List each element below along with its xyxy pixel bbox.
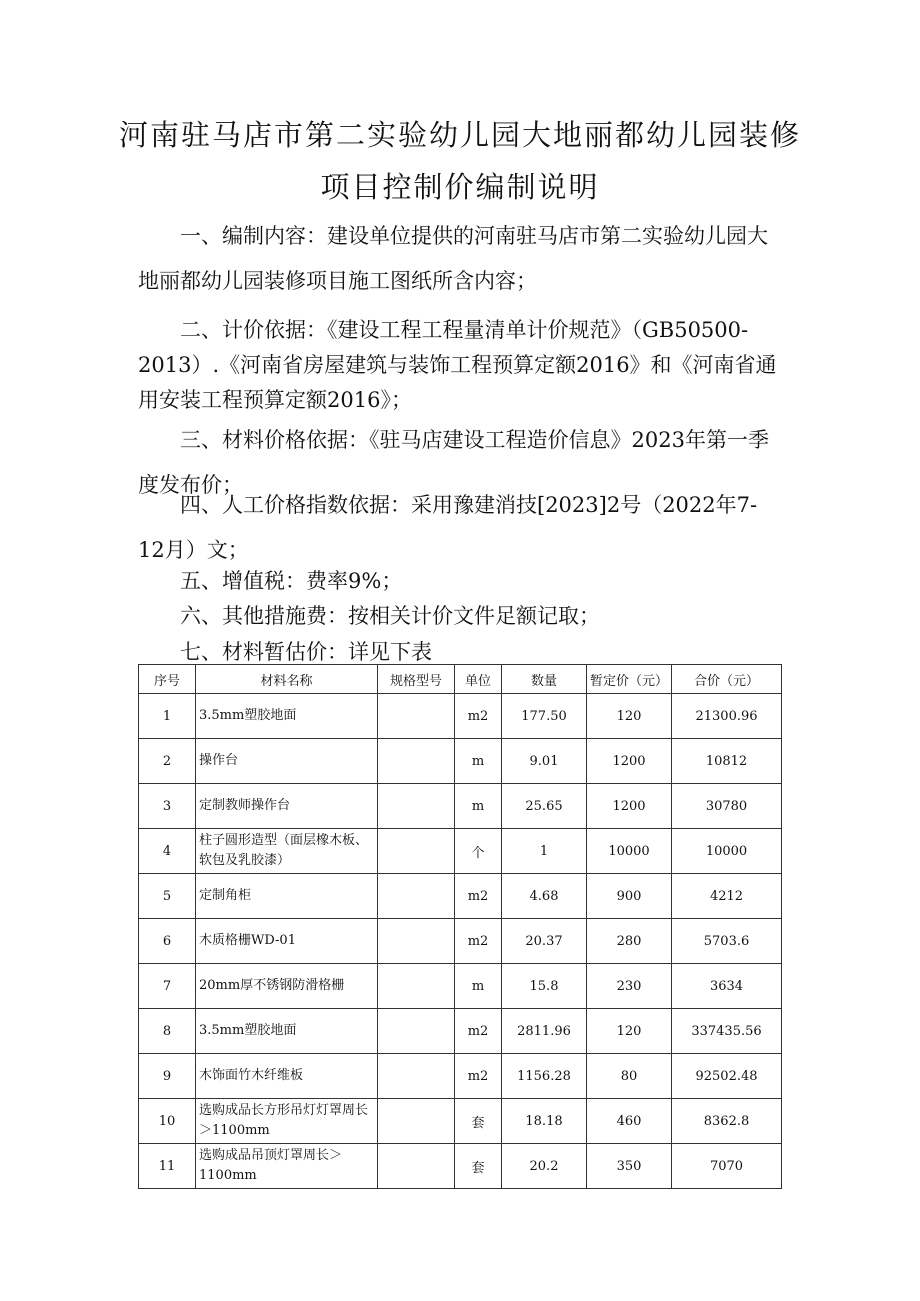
cell-seq: 11 xyxy=(139,1144,196,1189)
header-quantity: 数量 xyxy=(502,665,587,694)
cell-unit: m xyxy=(455,964,502,1009)
table-row xyxy=(139,874,782,919)
cell-seq: 9 xyxy=(139,1054,196,1099)
cell-provisional-price: 120 xyxy=(587,1009,672,1054)
cell-provisional-price: 900 xyxy=(587,874,672,919)
cell-material-name: 选购成品吊顶灯罩周长＞1100mm xyxy=(196,1144,378,1189)
paragraph-material-provisional: 七、材料暂估价：详见下表 xyxy=(180,640,432,664)
cell-total-price: 337435.56 xyxy=(672,1009,782,1054)
paragraph-pricing-basis: 二、计价依据：《建设工程工程量清单计价规范》（GB50500-2013）.《河南省房屋建筑与装饰工程预算定额2016》和《河南省通用安装工程预算定额2016》； xyxy=(138,318,777,412)
cell-quantity: 15.8 xyxy=(502,964,587,1009)
cell-material-name: 柱子圆形造型（面层橡木板、软包及乳胶漆） xyxy=(196,829,378,874)
cell-quantity: 9.01 xyxy=(502,739,587,784)
cell-total-price: 5703.6 xyxy=(672,919,782,964)
cell-seq: 2 xyxy=(139,739,196,784)
table-row xyxy=(139,964,782,1009)
cell-unit: m2 xyxy=(455,1009,502,1054)
cell-spec-model xyxy=(378,919,455,964)
table-row xyxy=(139,739,782,784)
cell-material-name: 20mm厚不锈钢防滑格栅 xyxy=(196,964,378,1009)
cell-total-price: 7070 xyxy=(672,1144,782,1189)
cell-material-name: 木饰面竹木纤维板 xyxy=(196,1054,378,1099)
cell-material-name: 3.5mm塑胶地面 xyxy=(196,694,378,739)
table-row xyxy=(139,829,782,874)
cell-total-price: 4212 xyxy=(672,874,782,919)
cell-seq: 7 xyxy=(139,964,196,1009)
paragraph-compilation-content: 一、编制内容：建设单位提供的河南驻马店市第二实验幼儿园大地丽都幼儿园装修项目施工图纸所含内容； xyxy=(138,224,768,293)
cell-seq: 10 xyxy=(139,1099,196,1144)
cell-total-price: 3634 xyxy=(672,964,782,1009)
cell-spec-model xyxy=(378,1054,455,1099)
cell-provisional-price: 280 xyxy=(587,919,672,964)
header-seq: 序号 xyxy=(139,665,196,694)
header-material-name: 材料名称 xyxy=(196,665,378,694)
cell-provisional-price: 1200 xyxy=(587,784,672,829)
cell-material-name: 木质格栅WD-01 xyxy=(196,919,378,964)
cell-total-price: 8362.8 xyxy=(672,1099,782,1144)
cell-quantity: 18.18 xyxy=(502,1099,587,1144)
cell-provisional-price: 120 xyxy=(587,694,672,739)
cell-quantity: 1156.28 xyxy=(502,1054,587,1099)
cell-unit: 个 xyxy=(455,829,502,874)
cell-provisional-price: 460 xyxy=(587,1099,672,1144)
table-row xyxy=(139,919,782,964)
table-header-row xyxy=(139,665,782,694)
paragraph-other-measures: 六、其他措施费：按相关计价文件足额记取； xyxy=(180,604,600,628)
cell-quantity: 177.50 xyxy=(502,694,587,739)
document-title-line2: 项目控制价编制说明 xyxy=(320,170,600,204)
document-title-line1: 河南驻马店市第二实验幼儿园大地丽都幼儿园装修 xyxy=(118,118,801,152)
cell-spec-model xyxy=(378,1144,455,1189)
header-total-price: 合价（元） xyxy=(672,665,782,694)
cell-provisional-price: 10000 xyxy=(587,829,672,874)
cell-quantity: 25.65 xyxy=(502,784,587,829)
table-row xyxy=(139,1144,782,1189)
cell-unit: m2 xyxy=(455,919,502,964)
cell-seq: 1 xyxy=(139,694,196,739)
cell-spec-model xyxy=(378,1099,455,1144)
cell-quantity: 20.37 xyxy=(502,919,587,964)
cell-seq: 6 xyxy=(139,919,196,964)
cell-material-name: 3.5mm塑胶地面 xyxy=(196,1009,378,1054)
cell-provisional-price: 80 xyxy=(587,1054,672,1099)
cell-spec-model xyxy=(378,694,455,739)
header-unit: 单位 xyxy=(455,665,502,694)
cell-unit: 套 xyxy=(455,1099,502,1144)
cell-unit: m xyxy=(455,784,502,829)
cell-unit: 套 xyxy=(455,1144,502,1189)
cell-unit: m2 xyxy=(455,1054,502,1099)
header-spec-model: 规格型号 xyxy=(378,665,455,694)
cell-seq: 5 xyxy=(139,874,196,919)
cell-unit: m2 xyxy=(455,874,502,919)
cell-total-price: 10812 xyxy=(672,739,782,784)
table-row xyxy=(139,1054,782,1099)
cell-material-name: 定制角柜 xyxy=(196,874,378,919)
cell-quantity: 1 xyxy=(502,829,587,874)
cell-seq: 8 xyxy=(139,1009,196,1054)
cell-quantity: 2811.96 xyxy=(502,1009,587,1054)
cell-spec-model xyxy=(378,964,455,1009)
cell-seq: 4 xyxy=(139,829,196,874)
cell-provisional-price: 230 xyxy=(587,964,672,1009)
header-provisional-price: 暂定价（元） xyxy=(587,665,672,694)
table-row xyxy=(139,1099,782,1144)
paragraph-labor-price-index: 四、人工价格指数依据：采用豫建消技[2023]2号（2022年7-12月）文； xyxy=(138,493,758,562)
cell-total-price: 92502.48 xyxy=(672,1054,782,1099)
cell-spec-model xyxy=(378,1009,455,1054)
cell-total-price: 10000 xyxy=(672,829,782,874)
cell-spec-model xyxy=(378,739,455,784)
cell-material-name: 操作台 xyxy=(196,739,378,784)
cell-quantity: 20.2 xyxy=(502,1144,587,1189)
cell-spec-model xyxy=(378,784,455,829)
material-provisional-price-table xyxy=(138,664,782,1189)
cell-material-name: 定制教师操作台 xyxy=(196,784,378,829)
cell-material-name: 选购成品长方形吊灯灯罩周长＞1100mm xyxy=(196,1099,378,1144)
cell-provisional-price: 350 xyxy=(587,1144,672,1189)
table-row xyxy=(139,1009,782,1054)
cell-unit: m xyxy=(455,739,502,784)
cell-quantity: 4.68 xyxy=(502,874,587,919)
table-row xyxy=(139,694,782,739)
paragraph-material-price-basis: 三、材料价格依据：《驻马店建设工程造价信息》2023年第一季度发布价； xyxy=(138,428,769,497)
cell-provisional-price: 1200 xyxy=(587,739,672,784)
paragraph-vat: 五、增值税：费率9%； xyxy=(180,569,403,593)
cell-unit: m2 xyxy=(455,694,502,739)
table-row xyxy=(139,784,782,829)
cell-seq: 3 xyxy=(139,784,196,829)
cell-total-price: 30780 xyxy=(672,784,782,829)
cell-total-price: 21300.96 xyxy=(672,694,782,739)
cell-spec-model xyxy=(378,829,455,874)
cell-spec-model xyxy=(378,874,455,919)
